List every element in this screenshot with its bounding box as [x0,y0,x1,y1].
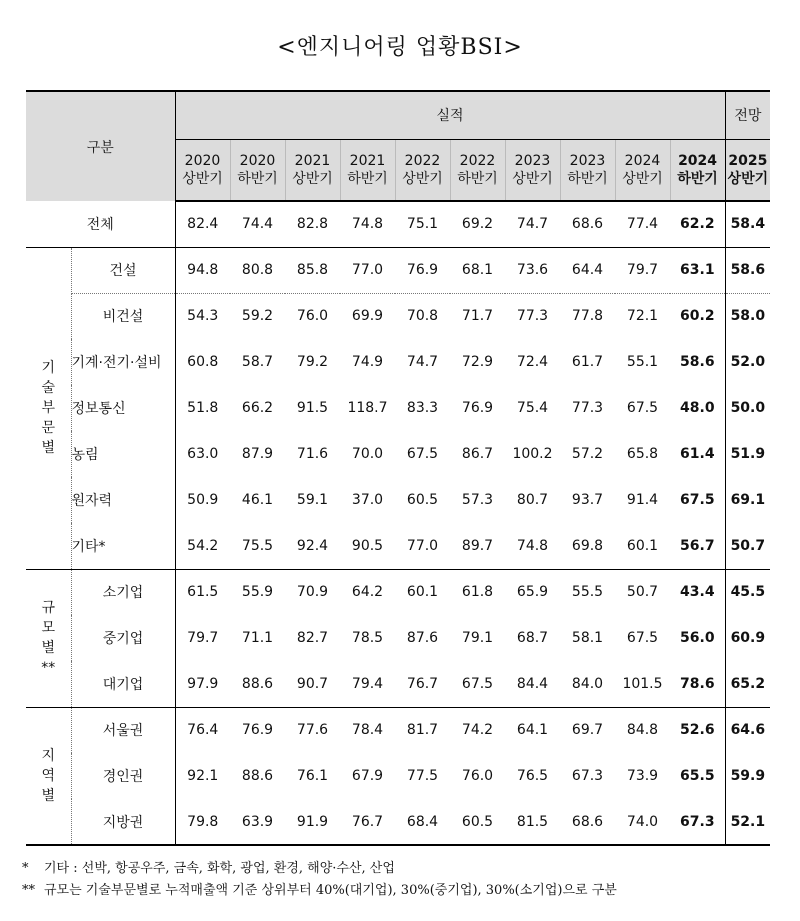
value-cell: 90.7 [296,675,329,692]
value-cell: 58.6 [725,247,770,293]
period-half: 하반기 [457,170,498,187]
period-header [725,139,770,201]
section-label-char: 별 [41,440,56,456]
table-row [26,753,770,799]
value-cell: 68.1 [450,247,505,293]
value-cell: 77.3 [571,400,604,416]
value-cell: 43.4 [670,569,725,615]
period-half: 상반기 [182,170,223,187]
value-cell: 55.1 [626,354,659,370]
value-cell: 77.6 [285,707,340,753]
value-cell: 74.8 [351,216,384,233]
section-label-char: 문 [41,420,56,436]
value-cell: 74.8 [516,537,549,554]
value-cell: 82.4 [175,201,230,247]
value-cell: 51.8 [175,385,230,431]
value-cell: 76.9 [461,400,494,416]
period-header [670,139,725,201]
row-label: 전체 [86,216,114,233]
value-cell: 69.9 [340,293,395,339]
value-cell: 78.5 [351,630,384,646]
table-row [26,385,770,431]
section-label-char: 별 [41,640,56,656]
section-label-size [26,569,71,707]
period-year: 2020 [184,152,221,169]
value-cell: 71.7 [450,293,505,339]
value-cell: 74.9 [351,354,384,370]
value-cell: 65.2 [725,661,770,707]
row-label: 지방권 [71,799,175,845]
value-cell: 63.9 [230,799,285,845]
table-row [26,799,770,845]
value-cell: 93.7 [571,492,604,508]
row-label: 서울권 [71,707,175,753]
period-half: 하반기 [677,170,718,187]
row-label: 대기업 [102,676,144,693]
row-label: 비건설 [71,293,175,339]
value-cell: 45.5 [725,569,770,615]
value-cell: 118.7 [347,400,388,416]
row-label: 정보통신 [71,401,126,417]
table-row [26,523,770,569]
value-cell: 55.5 [560,569,615,615]
value-cell: 72.9 [461,354,494,370]
value-cell: 77.5 [406,768,439,784]
period-half: 상반기 [727,170,769,187]
period-half: 하반기 [567,170,608,187]
header-forecast: 전망 [725,91,770,139]
value-cell: 72.4 [516,354,549,370]
value-cell: 70.9 [285,569,340,615]
table-body [26,91,770,845]
value-cell: 80.8 [230,247,285,293]
row-label: 농림 [71,447,99,463]
value-cell: 66.2 [241,400,274,416]
period-year: 2021 [294,152,331,169]
value-cell: 97.9 [175,661,230,707]
value-cell: 94.8 [175,247,230,293]
value-cell: 57.3 [461,492,494,508]
value-cell: 78.4 [340,707,395,753]
value-cell: 74.4 [241,216,274,233]
table-row [26,615,770,661]
period-header [395,139,450,201]
period-half: 하반기 [347,170,388,187]
value-cell: 67.5 [626,630,659,646]
table-row [26,431,770,477]
value-cell: 64.6 [725,707,770,753]
section-label-char: 부 [41,400,56,416]
value-cell: 63.0 [175,431,230,477]
section-label-char: 술 [41,380,56,396]
section-label-char: 모 [41,620,56,636]
value-cell: 50.7 [725,523,770,569]
section-label-tech [26,247,71,569]
period-year: 2020 [239,152,276,169]
footnote-mark: ** [22,883,35,898]
value-cell: 91.9 [285,799,340,845]
period-year: 2023 [569,152,606,169]
value-cell: 58.0 [725,293,770,339]
value-cell: 56.0 [680,630,715,646]
row-label: 원자력 [71,493,113,509]
value-cell: 74.2 [450,707,505,753]
value-cell: 76.9 [230,707,285,753]
value-cell: 85.8 [285,247,340,293]
period-half: 상반기 [622,170,663,187]
period-header [285,139,340,201]
row-label: 경인권 [102,769,144,785]
value-cell: 61.5 [175,569,230,615]
value-cell: 37.0 [351,492,384,508]
value-cell: 69.2 [461,216,494,233]
value-cell: 69.8 [571,537,604,554]
value-cell: 61.8 [450,569,505,615]
period-header [615,139,670,201]
value-cell: 64.1 [505,707,560,753]
period-year: 2023 [514,152,551,169]
value-cell: 84.4 [516,675,549,692]
value-cell: 76.4 [175,707,230,753]
value-cell: 70.0 [351,446,384,462]
value-cell: 68.4 [395,799,450,845]
value-cell: 74.0 [615,799,670,845]
value-cell: 76.7 [340,799,395,845]
table-row-total [26,201,770,247]
value-cell: 77.3 [505,293,560,339]
value-cell: 77.0 [406,537,439,554]
value-cell: 76.7 [406,675,439,692]
section-label-char: 역 [41,767,56,784]
period-header [450,139,505,201]
value-cell: 79.8 [175,799,230,845]
value-cell: 100.2 [512,446,553,462]
period-half: 상반기 [402,170,443,187]
value-cell: 50.7 [615,569,670,615]
value-cell: 70.8 [395,293,450,339]
value-cell: 68.6 [560,799,615,845]
value-cell: 56.7 [680,537,715,554]
value-cell: 79.7 [175,615,230,661]
value-cell: 63.1 [670,247,725,293]
value-cell: 76.1 [296,768,329,784]
row-label: 건설 [71,247,175,293]
value-cell: 75.4 [516,400,549,416]
value-cell: 46.1 [241,492,274,508]
footnote-text: 기타 : 선박, 항공우주, 금속, 화학, 광업, 환경, 해양·수산, 산업 [44,861,395,876]
header-actual: 실적 [175,91,725,139]
value-cell: 77.4 [626,216,659,233]
value-cell: 67.5 [406,446,439,462]
period-half: 상반기 [512,170,553,187]
section-label-char: 지 [41,747,56,764]
table-row [26,339,770,385]
footnote-2 [22,880,617,902]
row-label: 소기업 [71,569,175,615]
section-label-char: 별 [41,787,56,804]
value-cell: 58.7 [241,354,274,370]
value-cell: 60.1 [626,537,659,554]
value-cell: 79.1 [461,630,494,646]
value-cell: 58.1 [571,630,604,646]
period-year: 2022 [404,152,441,169]
period-header [340,139,395,201]
table-row [26,477,770,523]
value-cell: 67.3 [571,768,604,784]
value-cell: 60.8 [175,339,230,385]
value-cell: 67.5 [626,400,659,416]
value-cell: 67.5 [680,492,715,508]
period-year: 2022 [459,152,496,169]
value-cell: 59.1 [296,492,329,508]
value-cell: 91.5 [296,400,329,416]
section-label-char: 기 [41,360,56,376]
value-cell: 59.9 [725,753,770,799]
value-cell: 82.7 [296,630,329,646]
value-cell: 80.7 [516,492,549,508]
value-cell: 73.9 [626,768,659,784]
value-cell: 74.7 [406,354,439,370]
value-cell: 64.2 [340,569,395,615]
value-cell: 76.0 [285,293,340,339]
value-cell: 71.1 [241,630,274,646]
value-cell: 60.2 [670,293,725,339]
period-half: 상반기 [292,170,333,187]
value-cell: 84.8 [615,707,670,753]
value-cell: 81.5 [505,799,560,845]
value-cell: 68.6 [571,216,604,233]
value-cell: 60.9 [725,615,770,661]
value-cell: 54.3 [175,293,230,339]
period-year: 2024 [624,152,661,169]
page-title: <엔지니어링 업황BSI> [277,35,523,60]
value-cell: 60.1 [395,569,450,615]
value-cell: 54.2 [175,523,230,569]
value-cell: 48.0 [680,400,715,416]
value-cell: 58.4 [725,201,770,247]
value-cell: 60.5 [450,799,505,845]
value-cell: 60.5 [406,492,439,508]
table-row [26,293,770,339]
period-year: 2021 [349,152,386,169]
value-cell: 61.4 [680,446,715,462]
value-cell: 69.1 [725,477,770,523]
value-cell: 79.2 [296,354,329,370]
footnote-mark: * [22,861,29,876]
value-cell: 64.4 [560,247,615,293]
table-row [26,661,770,707]
value-cell: 75.1 [406,216,439,233]
value-cell: 77.8 [560,293,615,339]
value-cell: 57.2 [571,446,604,462]
value-cell: 75.5 [241,537,274,554]
value-cell: 81.7 [395,707,450,753]
footnote-text: 규모는 기술부문별로 누적매출액 기준 상위부터 40%(대기업), 30%(중기업), 30%(소기업)으로 구분 [44,883,617,898]
footnote-1 [22,858,617,880]
section-label-char: ** [41,660,56,676]
value-cell: 52.1 [725,799,770,845]
value-cell: 62.2 [680,216,715,233]
value-cell: 78.6 [680,675,715,692]
value-cell: 79.7 [615,247,670,293]
value-cell: 65.9 [505,569,560,615]
period-year: 2024 [678,152,718,169]
period-header [505,139,560,201]
value-cell: 92.1 [175,753,230,799]
value-cell: 89.7 [461,537,494,554]
value-cell: 74.7 [516,216,549,233]
value-cell: 67.9 [351,768,384,784]
value-cell: 68.7 [516,630,549,646]
value-cell: 82.8 [296,216,329,233]
value-cell: 58.6 [680,354,715,370]
value-cell: 88.6 [241,768,274,784]
footnotes [22,858,617,902]
value-cell: 50.0 [725,385,770,431]
period-header [175,139,230,201]
value-cell: 52.6 [670,707,725,753]
period-header [560,139,615,201]
value-cell: 84.0 [571,675,604,692]
value-cell: 52.0 [725,339,770,385]
row-label: 기계·전기·설비 [71,355,162,371]
value-cell: 91.4 [626,492,659,508]
period-half: 하반기 [237,170,278,187]
value-cell: 50.9 [175,477,230,523]
table-row [26,569,770,615]
value-cell: 76.5 [516,768,549,784]
value-cell: 77.0 [340,247,395,293]
value-cell: 83.3 [406,400,439,416]
header-group: 구분 [26,91,175,201]
value-cell: 90.5 [351,537,384,554]
value-cell: 69.7 [560,707,615,753]
value-cell: 65.8 [626,446,659,462]
value-cell: 87.6 [406,630,439,646]
value-cell: 76.0 [461,768,494,784]
value-cell: 76.9 [395,247,450,293]
value-cell: 67.5 [461,675,494,692]
value-cell: 86.7 [461,446,494,462]
value-cell: 51.9 [725,431,770,477]
value-cell: 79.4 [351,675,384,692]
row-label: 기타* [71,538,106,555]
value-cell: 92.4 [296,537,329,554]
period-header [230,139,285,201]
value-cell: 55.9 [230,569,285,615]
value-cell: 101.5 [622,675,663,692]
section-label-region [26,707,71,845]
table-row [26,707,770,753]
value-cell: 61.7 [571,354,604,370]
section-label-char: 규 [41,600,56,616]
table-row [26,247,770,293]
value-cell: 71.6 [296,446,329,462]
value-cell: 72.1 [615,293,670,339]
value-cell: 87.9 [241,446,274,462]
value-cell: 65.5 [680,768,715,784]
value-cell: 73.6 [505,247,560,293]
value-cell: 59.2 [230,293,285,339]
value-cell: 67.3 [670,799,725,845]
period-year: 2025 [728,152,768,169]
value-cell: 88.6 [241,675,274,692]
bsi-table [26,90,770,846]
row-label: 중기업 [102,631,144,647]
